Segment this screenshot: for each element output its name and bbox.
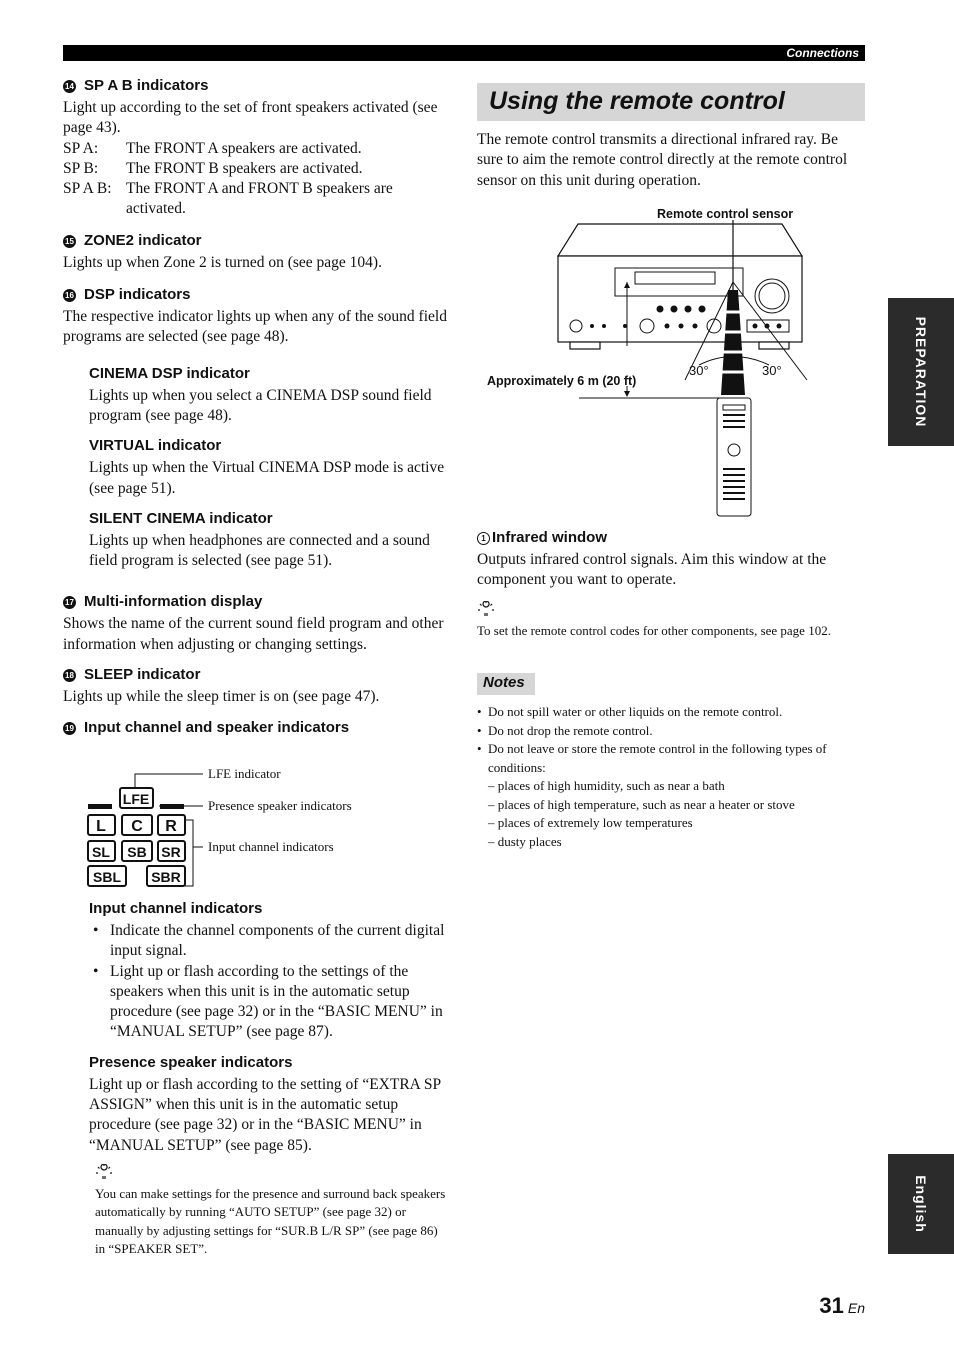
input-heading: 19 Input channel and speaker indicators: [63, 718, 448, 737]
ir-tip: [477, 601, 865, 641]
page-number: 31 En: [819, 1293, 865, 1318]
list-item: • Do not drop the remote control.: [477, 722, 865, 741]
list-item: • Indicate the channel components of the current digital input signal.: [89, 921, 449, 962]
lfe-box: LFE: [122, 791, 150, 807]
list-subitem: – dusty places: [488, 833, 562, 849]
item-number: 15: [63, 235, 76, 248]
intro-text: The remote control transmits a directional infrared ray. Be sure to aim the remote control directly at the remote control sensor on this unit during operation.: [477, 131, 848, 189]
tab-english[interactable]: [888, 1154, 954, 1254]
item-number: 19: [63, 722, 76, 735]
virtual-body: Lights up when the Virtual CINEMA DSP mode is active (see page 51).: [89, 459, 445, 497]
right-column-lower: [477, 528, 865, 640]
sbl-box: SBL: [93, 869, 121, 885]
sbr-box: SBR: [151, 869, 181, 885]
presence-indicator-label: Presence speaker indicators: [208, 798, 352, 813]
notes-list: [477, 703, 865, 851]
left-column-lower: [89, 899, 449, 1259]
dsp-body: The respective indicator lights up when any of the sound field programs are selected (see page 48).: [63, 308, 447, 346]
section-title: Connections: [786, 46, 859, 60]
tip-text: You can make settings for the presence and surround back speakers automatically by running “AUTO SETUP” (see page 32) or manually by adjusting settings for “SUR.B L/R SP” (see page 86) in “SPEAKER SET”.: [95, 1185, 446, 1257]
cinema-dsp-heading: CINEMA DSP indicator: [89, 364, 250, 382]
sp-ab-list: [63, 139, 448, 220]
sp-ab-item: SP B: The FRONT B speakers are activated.: [63, 159, 363, 177]
virtual-heading: VIRTUAL indicator: [89, 437, 222, 455]
list-subitem: – places of high humidity, such as near a bath: [488, 778, 725, 793]
sp-ab-item: SP A B: The FRONT A and FRONT B speakers are activated.: [63, 180, 393, 218]
list-item: • Light up or flash according to the settings of the speakers when this unit is in the automatic setup procedure (see page 32) or in the “BASIC MENU” in “MANUAL SETUP” (see page 87).: [89, 962, 449, 1043]
tip-icon: [477, 601, 495, 617]
input-channel-list: [89, 921, 449, 1043]
ir-body: Outputs infrared control signals. Aim this window at the component you want to operate.: [477, 551, 827, 589]
notes-label-box: [477, 673, 535, 695]
ir-heading: 1 Infrared window: [477, 528, 865, 547]
distance-label: Approximately 6 m (20 ft): [487, 374, 637, 388]
lfe-indicator-label: LFE indicator: [208, 766, 281, 781]
list-subitem: – places of extremely low temperatures: [488, 815, 693, 830]
multi-info-heading: 17 Multi-information display: [63, 592, 448, 611]
item-number: 16: [63, 289, 76, 302]
indicator-diagram: [85, 760, 385, 895]
l-box: L: [96, 818, 106, 835]
item-number: 14: [63, 80, 76, 93]
silent-cinema-body: Lights up when headphones are connected and a sound field program is selected (see page 51).: [89, 531, 430, 570]
c-box: C: [131, 818, 143, 835]
sp-ab-item: SP A: The FRONT A speakers are activated.: [63, 139, 362, 157]
list-subitem: – places of high temperature, such as near a heater or stove: [488, 796, 795, 812]
channel-indicator-label: Input channel indicators: [208, 839, 334, 854]
sleep-body: Lights up while the sleep timer is on (see page 47).: [63, 688, 380, 706]
angle-left-label: 30°: [689, 363, 709, 378]
list-item: • Do not spill water or other liquids on the remote control.: [477, 703, 865, 722]
item-number: 1: [477, 532, 490, 545]
angle-right-label: 30°: [762, 363, 782, 378]
sl-box: SL: [92, 844, 110, 860]
right-intro: [477, 130, 865, 191]
dsp-subsections: [89, 364, 448, 572]
tip-block: [95, 1164, 449, 1259]
presence-heading: Presence speaker indicators: [89, 1053, 293, 1071]
sr-box: SR: [161, 844, 181, 860]
sp-ab-heading: 14 SP A B indicators: [63, 76, 448, 95]
sensor-label: Remote control sensor: [657, 207, 794, 221]
tab-preparation[interactable]: [888, 298, 954, 446]
r-box: R: [165, 818, 177, 835]
sb-box: SB: [127, 844, 147, 860]
notes-label: Notes: [483, 674, 525, 691]
tip-icon: [95, 1164, 113, 1180]
section-title-box: [477, 83, 865, 121]
left-column: [63, 76, 448, 737]
zone2-body: Lights up when Zone 2 is turned on (see page 104).: [63, 253, 382, 271]
page-title: Using the remote control: [489, 87, 785, 115]
header-bar: [63, 45, 865, 61]
remote-figure: [477, 200, 865, 520]
cinema-dsp-body: Lights up when you select a CINEMA DSP sound field program (see page 48).: [89, 386, 432, 424]
dsp-heading: 16 DSP indicators: [63, 285, 448, 304]
tab-preparation-label: PREPARATION: [913, 316, 929, 428]
sp-ab-body: Light up according to the set of front speakers activated (see page 43).: [63, 99, 438, 137]
ir-tip-text: To set the remote control codes for other components, see page 102.: [477, 622, 831, 638]
input-channel-heading: Input channel indicators: [89, 900, 263, 917]
multi-info-body: Shows the name of the current sound field program and other information when adjusting or changing settings.: [63, 615, 444, 653]
item-number: 18: [63, 669, 76, 682]
zone2-heading: 15 ZONE2 indicator: [63, 231, 448, 250]
item-number: 17: [63, 596, 76, 609]
sleep-heading: 18 SLEEP indicator: [63, 665, 448, 684]
tab-english-label: English: [913, 1175, 929, 1233]
silent-cinema-heading: SILENT CINEMA indicator: [89, 509, 273, 527]
page-lang: En: [847, 1300, 865, 1316]
list-item: • Do not leave or store the remote control in the following types of conditions:: [477, 740, 865, 777]
presence-body: Light up or flash according to the setting of “EXTRA SP ASSIGN” when this unit is in the automatic setup procedure (see page 32) or in the “BASIC MENU” in “MANUAL SETUP” (see page 85).: [89, 1075, 441, 1154]
